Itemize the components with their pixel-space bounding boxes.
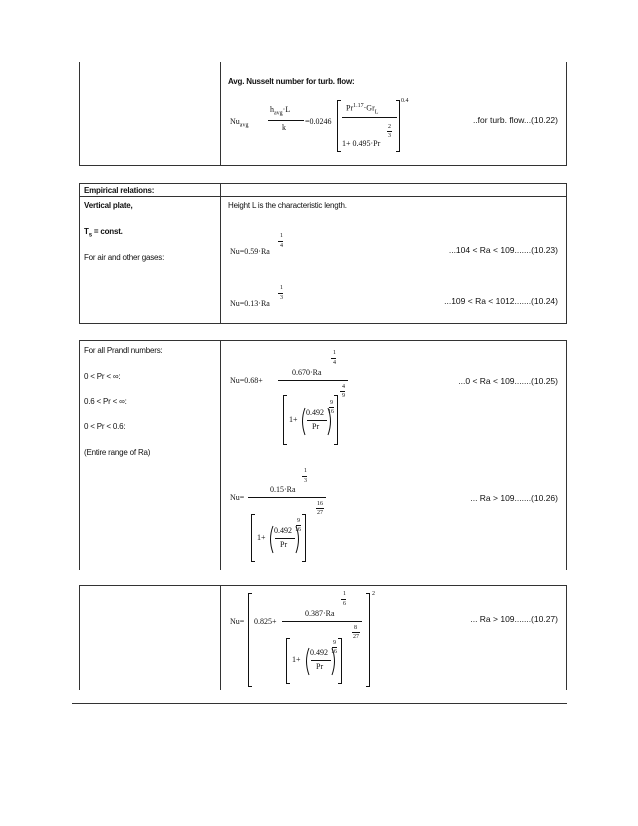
pr-left-border [79,340,80,570]
eq-label-10-27: ... Ra > 109.......(10.27) [470,614,558,624]
eq4-exp-num: 1 [304,468,307,474]
eq5-e1n: 9 [333,640,336,646]
eq-label-10-24: ...109 < Ra < 1012.......(10.24) [444,296,558,306]
den-exp-num: 2 [388,124,391,130]
eq4-lhs: Nu= [230,493,245,502]
eq5-lhs: Nu= [230,617,245,626]
cond-c4: (Entire range of Ra) [84,448,151,457]
pr-denominator: 1+ 0.495·Pr [342,139,381,148]
den-exp-den: 3 [388,133,391,139]
h-avg-L: $h_{avg}\cdot L$ [270,105,291,117]
eq2-exp-den: 3 [280,295,283,301]
eq5-e1d: 16 [331,649,337,655]
formula-10-26: Nu= 1 3 0.15·Ra 16 27 1+ 0.492 Pr 9 16 [230,468,370,568]
formula-10-27: Nu= 0.825+ 1 6 0.387·Ra 8 27 1+ 0.492 Pr 9 16 2 [230,590,390,690]
eq-label-10-22: ..for turb. flow...(10.22) [472,115,558,125]
emp-bottom-border [79,323,567,324]
pr-gr-numerator: $Pr^{1.17}\cdot Gr_L$ [346,103,379,116]
eq5-exp-den: 6 [343,601,346,607]
eq5-inner-den: Pr [316,662,324,671]
emp-left-border [79,183,80,323]
pr-top-border [79,340,567,341]
eq-label-10-26: ... Ra > 109.......(10.26) [470,493,558,503]
eq2-exp-num: 1 [280,285,283,291]
cond-c1: 0 < Pr < ∞: [84,372,121,381]
eq5-first: 0.825+ [254,617,277,626]
emp-top-border [79,183,567,184]
eq4-numerator: 0.15·Ra [270,485,296,494]
eq3-e2n: 4 [342,384,345,390]
eq5-e2n: 8 [354,625,357,631]
formula-10-24 [230,285,310,319]
last-top-border [79,585,567,586]
formula-10-25: Nu=0.68+ 1 4 0.670·Ra 4 9 1+ 0.492 Pr 9 16 [230,350,370,450]
eq-label-10-23: ...104 < Ra < 109.......(10.23) [448,245,558,255]
eq3-e2d: 9 [342,393,345,399]
eq5-exp-num: 1 [343,591,346,597]
eq3-inner-den: Pr [312,422,320,431]
last-right-border [566,585,567,690]
eq3-e1n: 9 [330,400,333,406]
eq2-lhs: Nu=0.13·Ra [230,299,270,308]
top-divider [220,62,221,165]
outer-exponent: 0.4 [401,98,409,104]
last-left-border [79,585,80,690]
eq4-inner-num: 0.492 [274,526,292,535]
emp-divider [220,183,221,323]
formula-10-23 [230,233,310,267]
pr-right-border [566,340,567,570]
emp-right-border [566,183,567,323]
emp-header-line [79,196,567,197]
ts-const: $T_s$ = const. [84,227,123,239]
top-left-border [79,62,80,165]
turb-flow-heading: Avg. Nusselt number for turb. flow: [228,77,355,86]
eq5-outer-exp: 2 [372,591,375,597]
eq1-exp-den: 4 [280,243,283,249]
empirical-header: Empirical relations: [84,186,155,195]
pr-divider [220,340,221,570]
eq3-numerator: 0.670·Ra [292,368,322,377]
eq3-exp-num: 1 [333,350,336,356]
top-bottom-border [79,165,567,166]
eq4-e2n: 16 [317,501,323,507]
eq3-exp-den: 4 [333,360,336,366]
eq1-lhs: Nu=0.59·Ra [230,247,270,256]
k-denominator: k [282,123,286,132]
eq1-exp-num: 1 [280,233,283,239]
eq4-e2d: 27 [317,510,323,516]
eq3-inner-num: 0.492 [306,408,324,417]
eq4-e1n: 9 [297,518,300,524]
cond-c2: 0.6 < Pr < ∞: [84,397,127,406]
char-length-note: Height L is the characteristic length. [228,201,347,210]
nu-avg: $Nu_{avg}$ [230,117,249,129]
vertical-plate-title: Vertical plate, [84,201,133,210]
eq-label-10-25: ...0 < Ra < 109.......(10.25) [458,376,558,386]
cond-c3: 0 < Pr < 0.6: [84,422,126,431]
formula-10-22 [230,98,410,158]
air-gases-note: For air and other gases: [84,253,165,262]
eq4-exp-den: 3 [304,478,307,484]
page-bottom-rule [72,703,567,704]
all-prandtl-title: For all Prandl numbers: [84,346,163,355]
eq5-e2d: 27 [353,634,359,640]
eq5-inner-num: 0.492 [310,648,328,657]
eq3-lhs: Nu=0.68+ [230,376,263,385]
eq3-e1d: 16 [328,409,334,415]
eq4-e1d: 16 [295,527,301,533]
last-divider [220,585,221,690]
eq4-inner-den: Pr [280,540,288,549]
eq5-numerator: 0.387·Ra [305,609,335,618]
coefficient: =0.0246 [305,117,332,126]
top-right-border [566,62,567,165]
